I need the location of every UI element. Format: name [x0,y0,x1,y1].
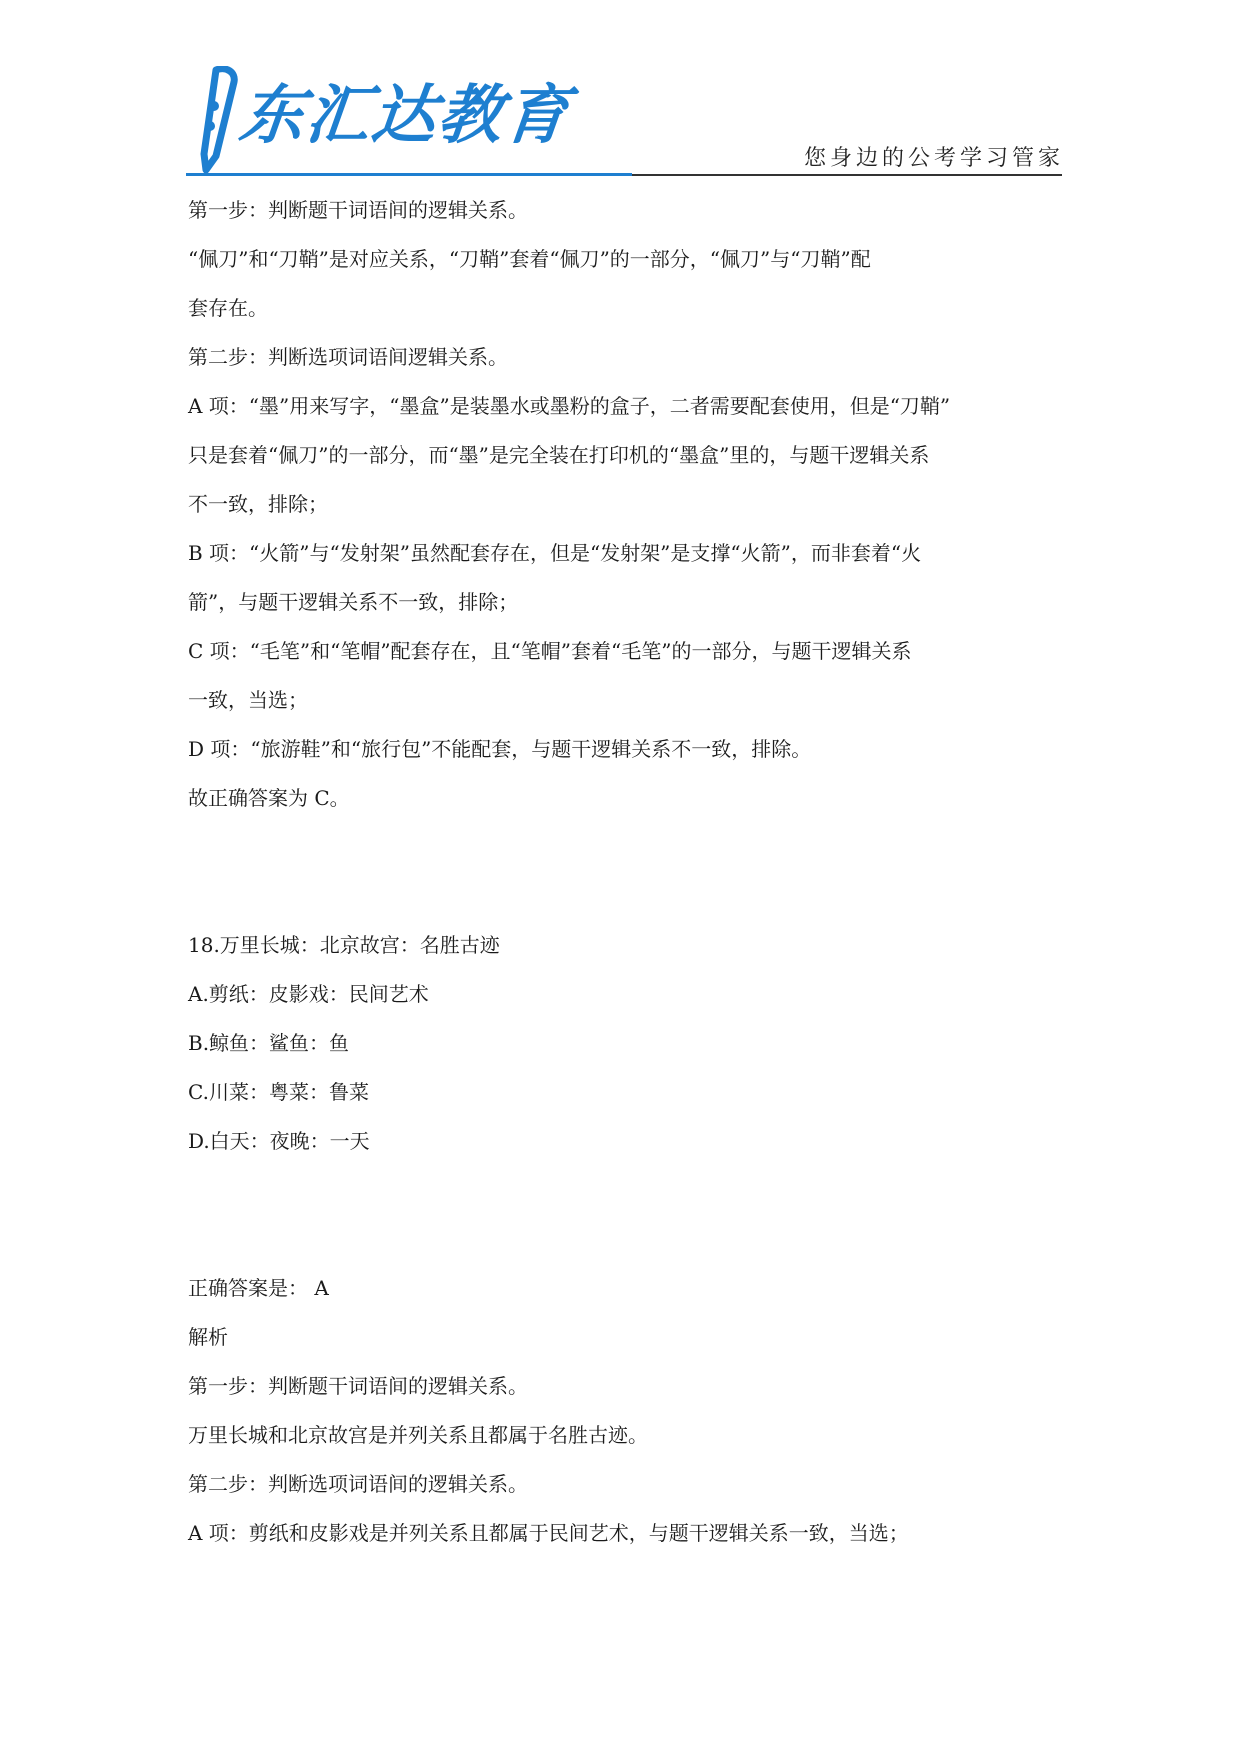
step-one-title: 第一步：判断题干词语间的逻辑关系。 [188,198,528,222]
option-b-analysis: 箭”，与题干逻辑关系不一致，排除； [188,590,519,614]
option-a-analysis: A 项：“墨”用来写字，“墨盒”是装墨水或墨粉的盒子，二者需要配套使用，但是“刀鞘” [188,394,951,418]
header-tagline: 您身边的公考学习管家 [803,146,1064,171]
page-header [0,0,1240,185]
brand-logo-text: 东汇达教育 [236,79,574,153]
header-divider-dark [632,174,1062,176]
answer-conclusion: 故正确答案为 C。 [188,786,350,810]
question-option-b: B.鲸鱼：鲨鱼：鱼 [188,1031,350,1055]
option-d-analysis: D 项：“旅游鞋”和“旅行包”不能配套，与题干逻辑关系不一致，排除。 [188,737,812,761]
pencil-logo-icon [186,66,242,174]
option-a-analysis: 不一致，排除； [188,492,328,516]
option-c-analysis: C 项：“毛笔”和“笔帽”配套存在，且“笔帽”套着“毛笔”的一部分，与题干逻辑关系 [188,639,912,663]
step-one-title: 第一步：判断题干词语间的逻辑关系。 [188,1374,528,1398]
option-a-analysis: 只是套着“佩刀”的一部分，而“墨”是完全装在打印机的“墨盒”里的，与题干逻辑关系 [188,443,930,467]
spacer [188,823,1060,921]
question-option-d: D.白天：夜晚：一天 [188,1129,370,1153]
option-c-analysis: 一致，当选； [188,688,308,712]
spacer [188,1166,1060,1264]
question-option-c: C.川菜：粤菜：鲁菜 [188,1080,369,1104]
analysis-heading: 解析 [188,1325,228,1349]
analysis-paragraph: 套存在。 [188,296,268,320]
step-two-title: 第二步：判断选项词语间的逻辑关系。 [188,1472,528,1496]
option-b-analysis: B 项：“火箭”与“发射架”虽然配套存在，但是“发射架”是支撑“火箭”，而非套着“火 [188,541,922,565]
question-option-a: A.剪纸：皮影戏：民间艺术 [188,982,429,1006]
analysis-paragraph: 万里长城和北京故宫是并列关系且都属于名胜古迹。 [188,1423,648,1447]
header-divider-blue [186,173,632,176]
question-stem: 18.万里长城：北京故宫：名胜古迹 [188,933,500,957]
correct-answer: 正确答案是： A [188,1276,329,1300]
analysis-paragraph: “佩刀”和“刀鞘”是对应关系，“刀鞘”套着“佩刀”的一部分，“佩刀”与“刀鞘”配 [188,247,871,271]
step-two-title: 第二步：判断选项词语间逻辑关系。 [188,345,508,369]
option-a-analysis: A 项：剪纸和皮影戏是并列关系且都属于民间艺术，与题干逻辑关系一致，当选； [188,1521,909,1545]
document-body [188,186,1060,1558]
